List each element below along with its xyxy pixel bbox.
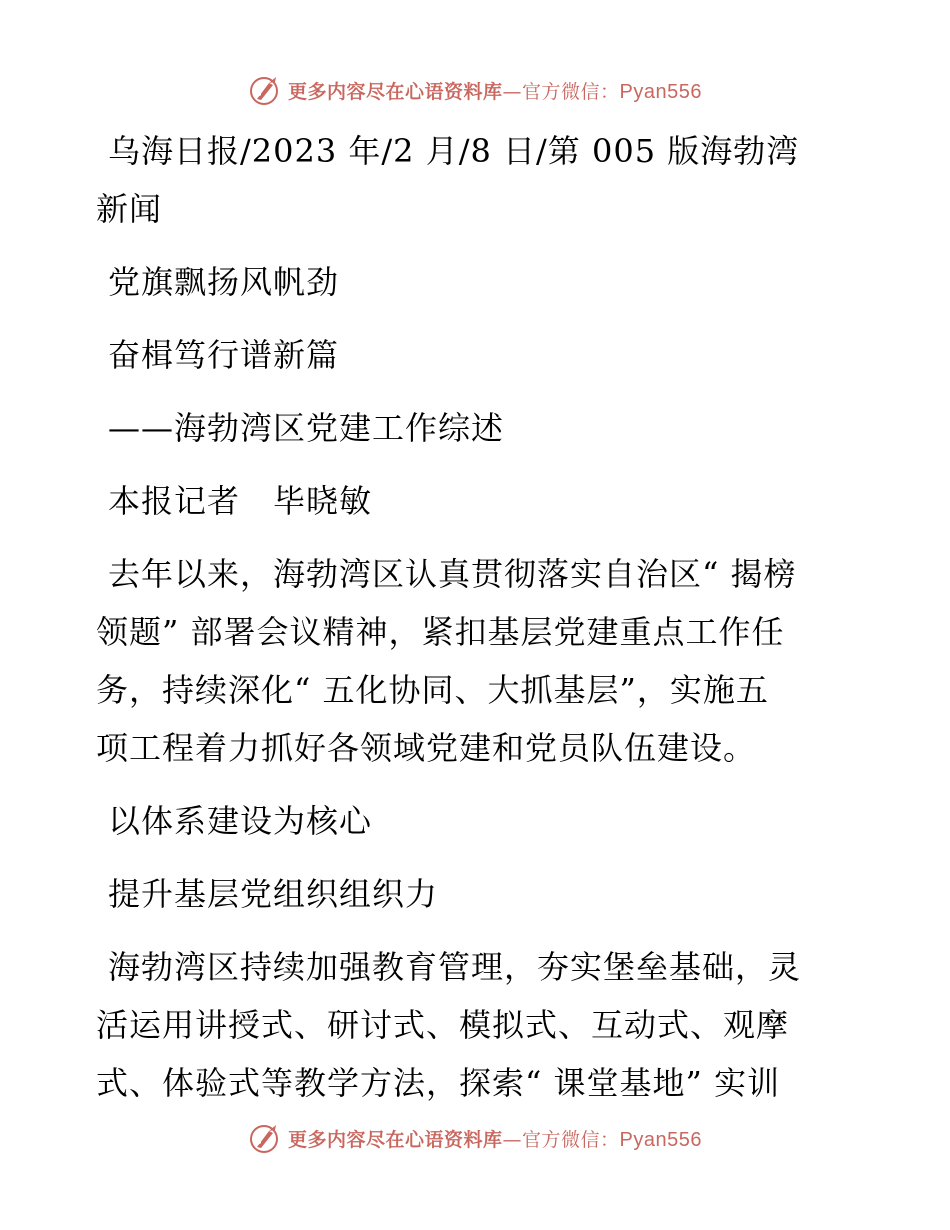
watermark-banner-bottom <box>0 1118 950 1158</box>
paragraph-line: 去年以来，海勃湾区认真贯彻落实自治区“ 揭榜 <box>108 555 797 593</box>
watermark-banner-top <box>0 70 950 110</box>
quill-pen-logo-icon <box>248 1122 280 1154</box>
watermark-brand: 更多内容尽在心语资料库 <box>288 1128 503 1151</box>
section-heading-2: 提升基层党组织组织力 <box>108 875 439 913</box>
article-subtitle: ——海勃湾区党建工作综述 <box>108 409 505 447</box>
paragraph-line: 项工程着力抓好各领域党建和党员队伍建设。 <box>96 729 757 767</box>
section-heading-1: 以体系建设为核心 <box>108 802 373 840</box>
watermark-handle: Pyan556 <box>619 1128 702 1151</box>
paragraph-line: 活运用讲授式、研讨式、模拟式、互动式、观摩 <box>96 1006 790 1044</box>
paragraph-line: 务，持续深化“ 五化协同、大抓基层”，实施五 <box>96 671 769 709</box>
watermark-brand: 更多内容尽在心语资料库 <box>288 80 503 103</box>
watermark-separator: — <box>502 1128 523 1151</box>
headline-line-2: 奋楫笃行谱新篇 <box>108 336 340 374</box>
watermark-text <box>288 77 702 104</box>
paragraph-line: 领题” 部署会议精神，紧扣基层党建重点工作任 <box>96 613 785 651</box>
paragraph-intro <box>96 545 848 777</box>
paragraph-line: 海勃湾区持续加强教育管理，夯实堡垒基础，灵 <box>108 948 802 986</box>
watermark-label: 官方微信： <box>522 80 620 103</box>
watermark-text <box>288 1125 702 1152</box>
quill-pen-logo-icon <box>248 74 280 106</box>
paragraph-body <box>96 938 848 1112</box>
source-line-continued: 新闻 <box>96 190 163 228</box>
byline: 本报记者 毕晓敏 <box>108 482 373 520</box>
article-body <box>96 122 848 1112</box>
watermark-handle: Pyan556 <box>619 80 702 103</box>
paragraph-line: 式、体验式等教学方法，探索“ 课堂基地” 实训 <box>96 1064 781 1102</box>
watermark-separator: — <box>502 80 523 103</box>
source-line: 乌海日报/2023 年/2 月/8 日/第 005 版海勃湾 <box>108 132 800 170</box>
watermark-label: 官方微信： <box>522 1128 620 1151</box>
headline-line-1: 党旗飘扬风帆劲 <box>108 263 340 301</box>
